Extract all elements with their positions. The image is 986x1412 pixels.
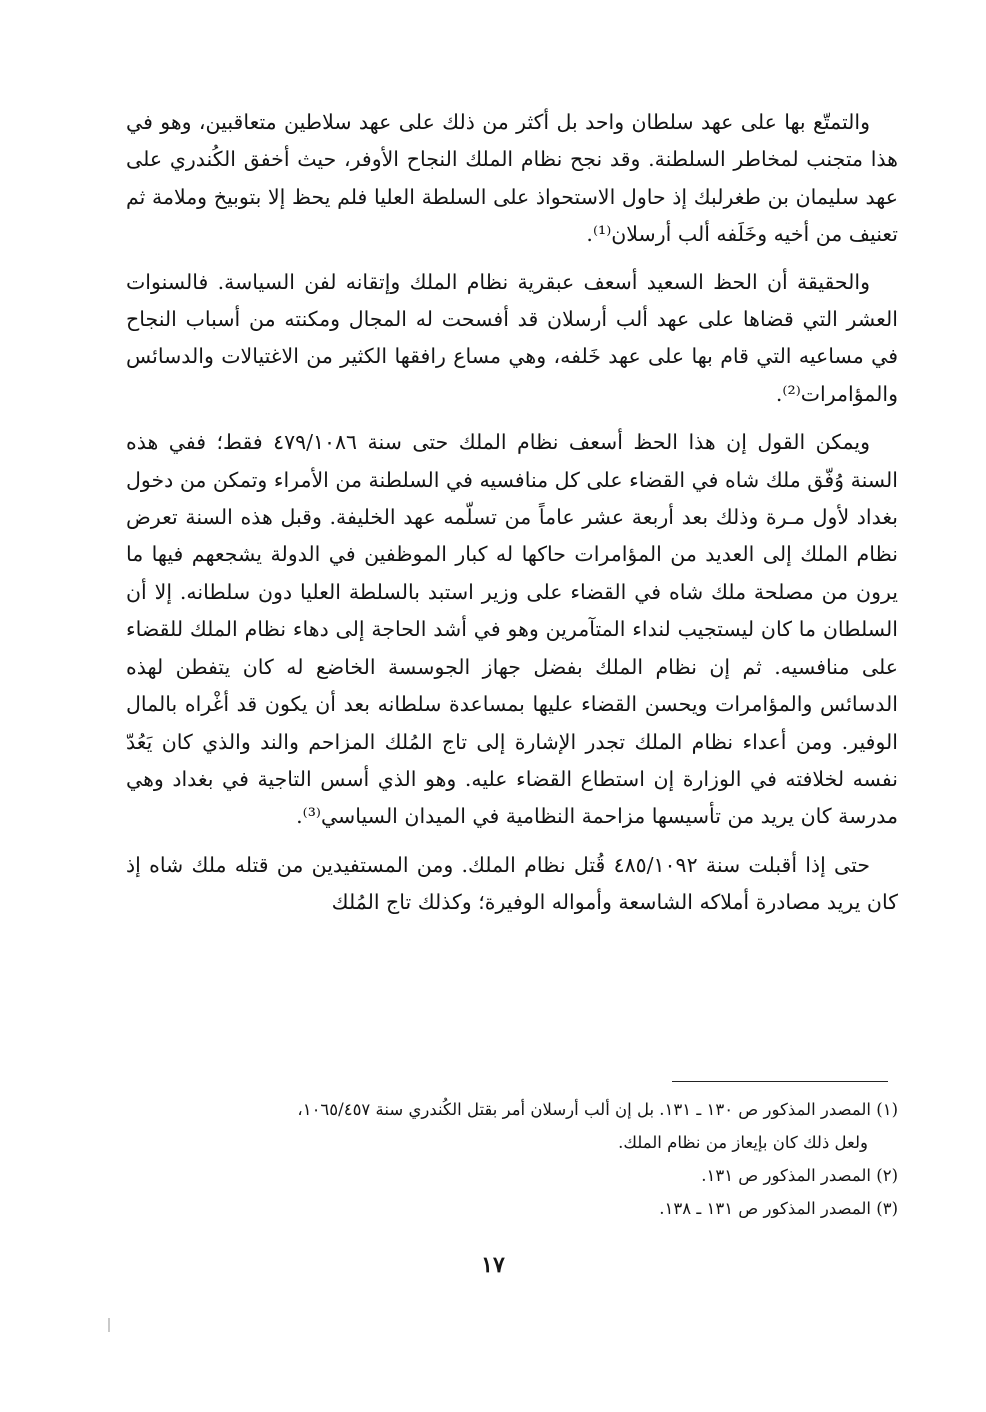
scan-artifact bbox=[108, 1318, 110, 1332]
footnote-1-line-1: (١) المصدر المذكور ص ١٣٠ ـ ١٣١. بل إن ألب أرسلان أمر بقتل الكُندري سنة ١٠٦٥/٤٥٧، bbox=[297, 1100, 898, 1119]
main-text bbox=[126, 104, 898, 922]
page-number: ١٧ bbox=[481, 1252, 505, 1278]
footnote-1-line-2: ولعل ذلك كان بإيعاز من نظام الملك. bbox=[618, 1133, 868, 1152]
footnote-3: (٣) المصدر المذكور ص ١٣١ ـ ١٣٨. bbox=[659, 1199, 898, 1218]
paragraph-2: والحقيقة أن الحظ السعيد أسعف عبقرية نظام الملك وإتقانه لفن السياسة. فالسنوات العشر التي قضاها على عهد ألب أرسلان قد أفسحت له المجال ومكنته من أسباب النجاح في مساعيه التي قام بها على عهد خَلفه، وهي مساع رافقها الكثير من الاغتيالات والدسائس والمؤامرات⁽²⁾. bbox=[126, 269, 898, 406]
paragraph-1: والتمتّع بها على عهد سلطان واحد بل أكثر من ذلك على عهد سلاطين متعاقبين، وهو في هذا متجنب لمخاطر السلطنة. وقد نجح نظام الملك النجاح الأوفر، حيث أخفق الكُندري على عهد سليمان بن طغرلبك إذ حاول الاستحواذ على السلطة العليا فلم يحظ إلا بتوبيخ وملامة ثم تعنيف من أخيه وخَلَفه ألب أرسلان⁽¹⁾. bbox=[126, 110, 898, 247]
footnote-separator bbox=[672, 1081, 888, 1082]
paragraph-4: حتى إذا أقبلت سنة ٤٨٥/١٠٩٢ قُتل نظام الملك. ومن المستفيدين من قتله ملك شاه إذ كان يريد مصادرة أملاكه الشاسعة وأمواله الوفيرة؛ وكذلك تاج المُلك bbox=[126, 852, 898, 915]
paragraph-3: ويمكن القول إن هذا الحظ أسعف نظام الملك حتى سنة ٤٧٩/١٠٨٦ فقط؛ ففي هذه السنة وُفّق ملك شاه في القضاء على كل منافسيه في السلطنة من الأمراء وتمكن من دخول بغداد لأول مـرة وذلك بعد أربعة عشر عاماً من تسلّمه عهد الخليفة. وقبل هذه السنة تعرض نظام الملك إلى العديد من المؤامرات حاكها له كبار الموظفين في الدولة يشجعهم فيها ما يرون من مصلحة ملك شاه في القضاء على وزير استبد بالسلطة العليا دون سلطانه. إلا أن السلطان ما كان ليستجيب لنداء المتآمرين وهو في أشد الحاجة إلى دهاء نظام الملك للقضاء على منافسيه. ثم إن نظام الملك بفضل جهاز الجوسسة الخاضع له كان يتفطن لهذه الدسائس والمؤامرات ويحسن القضاء عليها بمساعدة سلطانه بعد أن يكون قد أغْراه بالمال الوفير. ومن أعداء نظام الملك تجدر الإشارة إلى تاج المُلك المزاحم والند والذي كان يَعُدّ نفسه لخلافته في الوزارة إن استطاع القضاء عليه. وهو الذي أسس التاجية في بغداد وهي مدرسة كان يريد من تأسيسها مزاحمة النظامية في الميدان السياسي⁽³⁾. bbox=[126, 430, 898, 829]
footnote-2: (٢) المصدر المذكور ص ١٣١. bbox=[701, 1166, 898, 1185]
footnotes bbox=[126, 1093, 898, 1225]
